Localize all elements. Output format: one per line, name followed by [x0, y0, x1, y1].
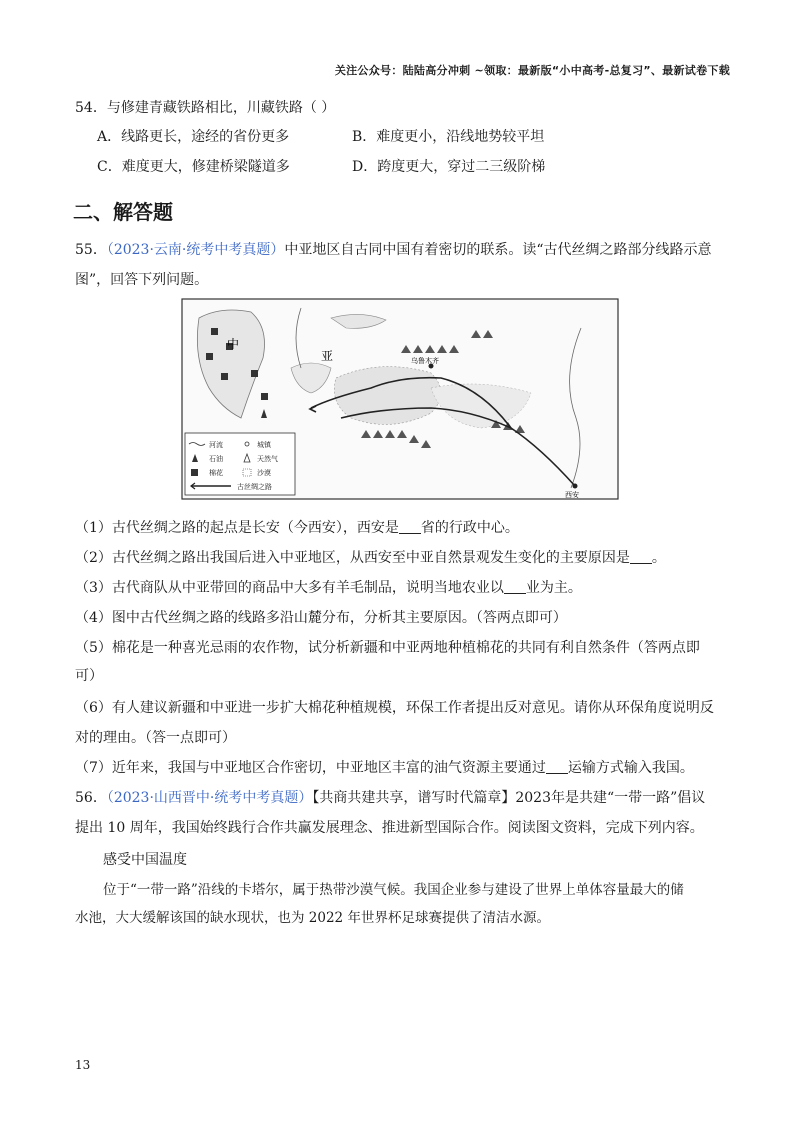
q55-sub2: （2）古代丝绸之路出我国后进入中亚地区，从西安至中亚自然景观发生变化的主要原因是 。: [75, 550, 666, 566]
q55-stem-line2: 图”，回答下列问题。: [75, 272, 209, 288]
q56-stem-line1: [75, 788, 705, 808]
q55-number: 55．: [75, 242, 107, 258]
q56-material-line2: 水池，大大缓解该国的缺水现状，也为 2022 年世界杯足球赛提供了清洁水源。: [75, 910, 550, 926]
section-title: 二、解答题: [73, 200, 173, 224]
q56-stem-text: 【共商共建共享，谱写时代篇章】2023年是共建“一带一路”倡议: [312, 790, 706, 806]
q55-sub7: （7）近年来，我国与中亚地区合作密切，中亚地区丰富的油气资源主要通过 运输方式输入我国。: [75, 760, 694, 776]
legend-gas: 天然气: [257, 455, 278, 463]
answer-blank[interactable]: [546, 759, 568, 774]
q54-option-c: C．难度更大，修建桥梁隧道多: [97, 159, 290, 175]
q55-sub1: （1）古代丝绸之路的起点是长安（今西安），西安是 省的行政中心。: [75, 520, 519, 536]
q54-option-a: A．线路更长，途经的省份更多: [97, 129, 290, 145]
q56-source: （2023·山西晋中·统考中考真题）: [106, 790, 313, 806]
legend-silk-road: 古丝绸之路: [237, 483, 272, 491]
q56-material-line1: 位于“一带一路”沿线的卡塔尔，属于热带沙漠气候。我国企业参与建设了世界上单体容量最大的储: [103, 882, 684, 898]
page-header: 关注公众号：陆陆高分冲刺 ~领取：最新版“小中高考-总复习”、最新试卷下载: [334, 64, 730, 77]
legend-cotton: 棉花: [209, 469, 223, 477]
answer-blank[interactable]: [504, 579, 526, 594]
map-label-xian: 西安: [565, 491, 579, 499]
q54-option-b: B．难度更小，沿线地势较平坦: [352, 129, 545, 145]
q55-stem-text: 中亚地区自古同中国有着密切的联系。读“古代丝绸之路部分线路示意: [284, 242, 712, 258]
legend-oil: 石油: [209, 455, 223, 463]
map-label-central1: 中: [227, 337, 240, 351]
legend-town: 城镇: [257, 441, 271, 449]
q55-source: （2023·云南·统考中考真题）: [106, 242, 285, 258]
answer-blank[interactable]: [630, 549, 652, 564]
q55-sub4: （4）图中古代丝绸之路的线路多沿山麓分布，分析其主要原因。（答两点即可）: [75, 610, 567, 626]
legend-river: 河流: [209, 441, 223, 449]
answer-blank[interactable]: [399, 519, 421, 534]
q55-sub6-line1: （6）有人建议新疆和中亚进一步扩大棉花种植规模，环保工作者提出反对意见。请你从环保角度说明反: [75, 700, 714, 716]
q56-material-title: 感受中国温度: [103, 852, 187, 868]
silk-road-map: [181, 298, 619, 500]
legend-desert: 沙漠: [257, 469, 271, 477]
q55-sub5-line2: 可）: [75, 668, 103, 684]
q55-sub6-line2: 对的理由。（答一点即可）: [75, 730, 236, 746]
q54-option-d: D．跨度更大，穿过二三级阶梯: [352, 159, 546, 175]
q56-stem-line2: 提出 10 周年，我国始终践行合作共赢发展理念、推进新型国际合作。阅读图文资料，完成下列内容。: [75, 820, 704, 836]
q55-stem-line1: [75, 240, 712, 260]
q56-number: 56．: [75, 790, 107, 806]
page-number: 13: [75, 1058, 91, 1072]
map-label-urumqi: 乌鲁木齐: [411, 357, 439, 365]
q55-sub3: （3）古代商队从中亚带回的商品中大多有羊毛制品，说明当地农业以 业为主。: [75, 580, 582, 596]
q54-stem: 54．与修建青藏铁路相比，川藏铁路（ ）: [75, 100, 336, 116]
q55-sub5-line1: （5）棉花是一种喜光忌雨的农作物，试分析新疆和中亚两地种植棉花的共同有利自然条件（答两点即: [75, 640, 700, 656]
map-label-central2: 亚: [321, 349, 334, 363]
